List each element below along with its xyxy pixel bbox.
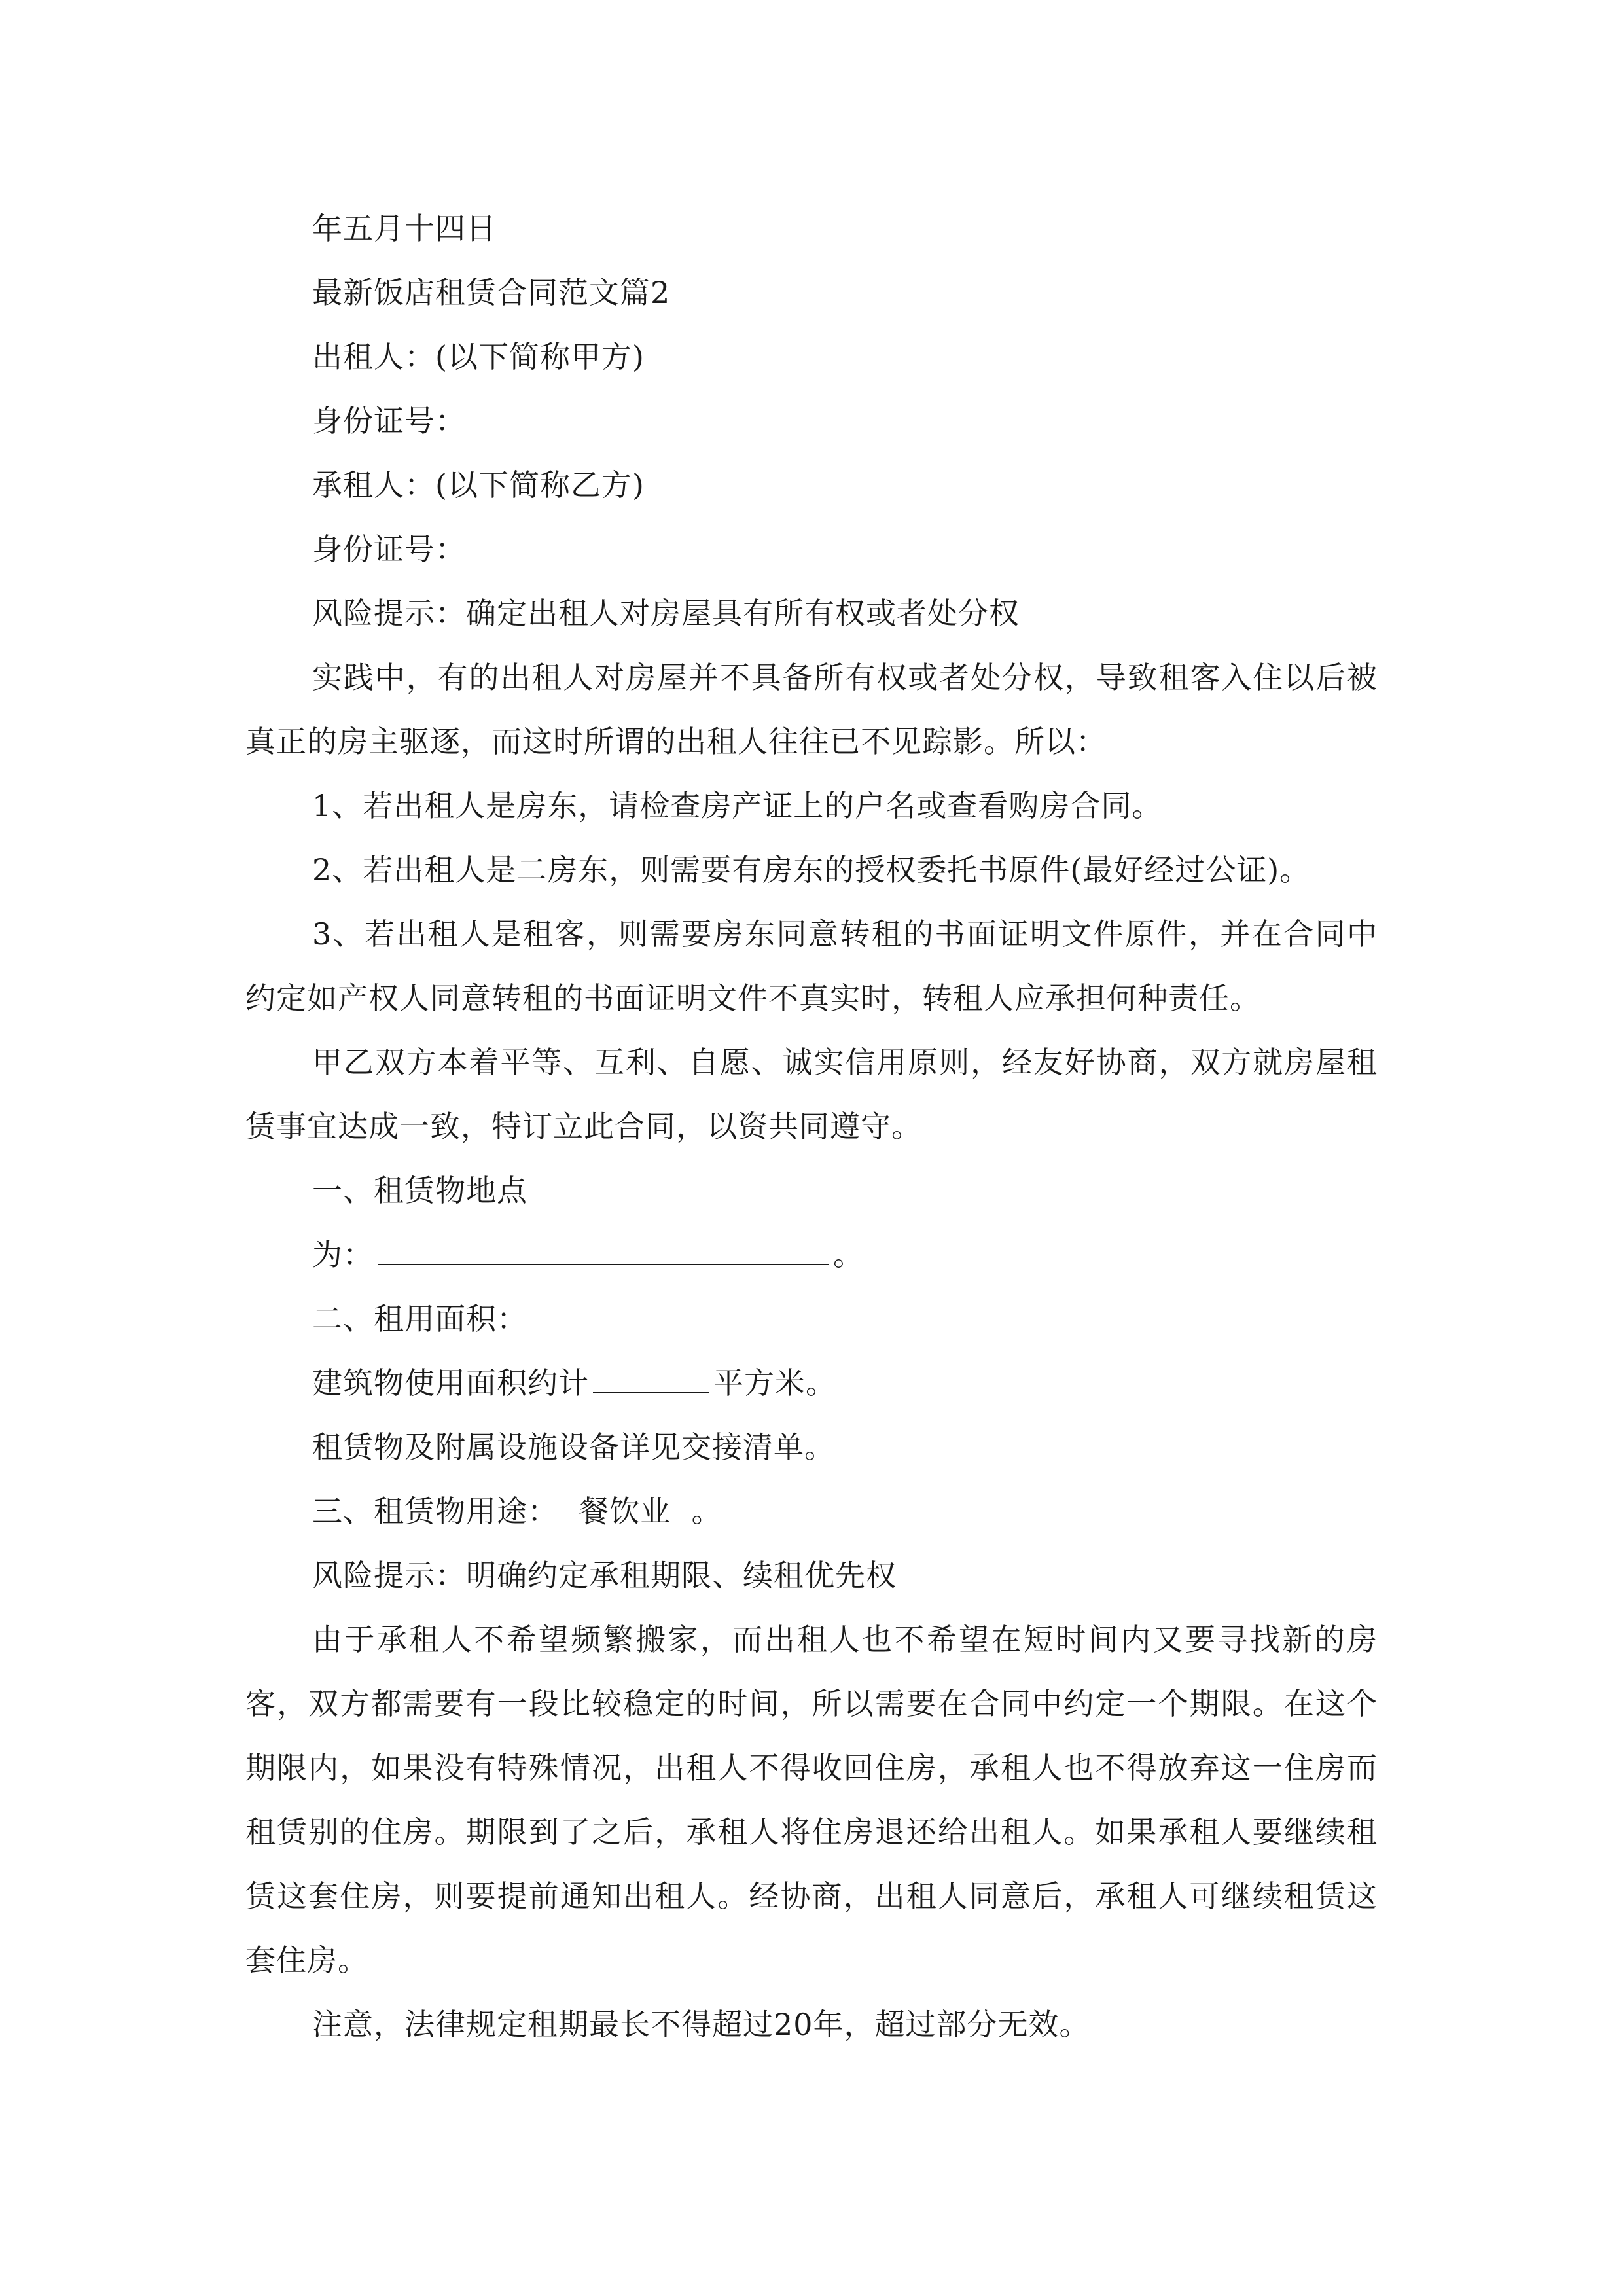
list-item-landlord: 1、若出租人是房东，请检查房产证上的户名或查看购房合同。 bbox=[312, 788, 1163, 823]
principle-paragraph: 甲乙双方本着平等、互利、自愿、诚实信用原则，经友好协商，双方就房屋租赁事宜达成一致，特订立此合同，以资共同遵守。 bbox=[245, 1045, 1378, 1144]
location-blank bbox=[378, 1235, 829, 1265]
risk-tip-ownership: 风险提示：确定出租人对房屋具有所有权或者处分权 bbox=[312, 596, 1020, 631]
facilities-line: 租赁物及附属设施设备详见交接清单。 bbox=[312, 1429, 835, 1465]
usage-line: 三、租赁物用途： 餐饮业 。 bbox=[312, 1494, 722, 1529]
document-body bbox=[245, 196, 1378, 2056]
area-suffix: 平方米。 bbox=[713, 1365, 836, 1401]
date-line: 年五月十四日 bbox=[312, 211, 497, 246]
list-item-sublandlord: 2、若出租人是二房东，则需要有房东的授权委托书原件(最好经过公证)。 bbox=[312, 852, 1311, 888]
area-heading: 二、租用面积： bbox=[312, 1301, 527, 1336]
area-blank bbox=[593, 1363, 709, 1393]
location-line bbox=[245, 1223, 1378, 1287]
lessee-id-line: 身份证号： bbox=[312, 531, 466, 567]
risk-tip-term: 风险提示：明确约定承租期限、续租优先权 bbox=[312, 1558, 897, 1593]
location-heading: 一、租赁物地点 bbox=[312, 1173, 527, 1208]
term-paragraph: 由于承租人不希望频繁搬家，而出租人也不希望在短时间内又要寻找新的房客，双方都需要有一段比较稳定的时间，所以需要在合同中约定一个期限。在这个期限内，如果没有特殊情况，出租人不得收回住房，承租人也不得放弃这一住房而租赁别的住房。期限到了之后，承租人将住房退还给出租人。如果承租人要继续租赁这套住房，则要提前通知出租人。经协商，出租人同意后，承租人可继续租赁这套住房。 bbox=[245, 1622, 1378, 1978]
location-suffix: 。 bbox=[833, 1237, 864, 1272]
practice-paragraph: 实践中，有的出租人对房屋并不具备所有权或者处分权，导致租客入住以后被真正的房主驱逐，而这时所谓的出租人往往已不见踪影。所以： bbox=[245, 660, 1378, 759]
location-prefix: 为： bbox=[312, 1237, 374, 1272]
document-title: 最新饭店租赁合同范文篇2 bbox=[312, 275, 671, 310]
area-line bbox=[245, 1351, 1378, 1415]
lessee-line: 承租人：(以下简称乙方) bbox=[312, 467, 645, 503]
area-prefix: 建筑物使用面积约计 bbox=[312, 1365, 589, 1401]
lessor-id-line: 身份证号： bbox=[312, 403, 466, 439]
lessor-line: 出租人：(以下简称甲方) bbox=[312, 339, 645, 374]
legal-note: 注意，法律规定租期最长不得超过20年，超过部分无效。 bbox=[312, 2007, 1090, 2042]
list-item-tenant: 3、若出租人是租客，则需要房东同意转租的书面证明文件原件，并在合同中约定如产权人同意转租的书面证明文件不真实时，转租人应承担何种责任。 bbox=[245, 916, 1378, 1016]
